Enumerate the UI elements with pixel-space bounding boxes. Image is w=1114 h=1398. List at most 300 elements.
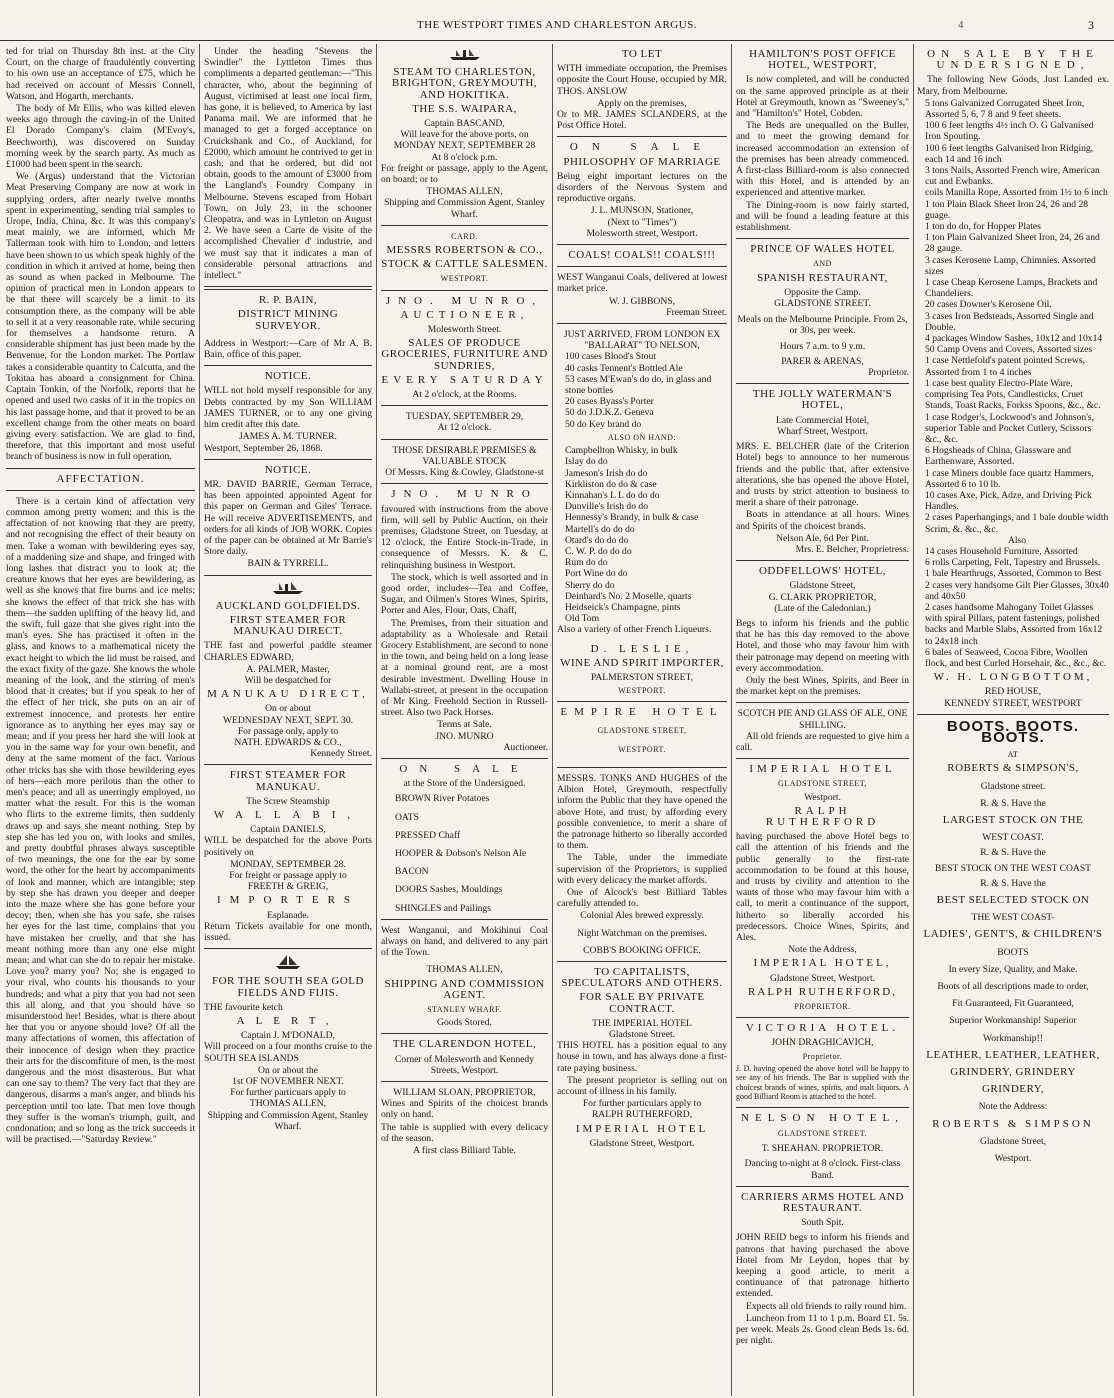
- ad-text: Only the best Wines, Spirits, and Beer in the market kept on the premises.: [736, 674, 909, 698]
- ad-line: GRINDERY, GRINDERY: [950, 1066, 1076, 1079]
- list-item: OATS: [395, 811, 419, 823]
- ad-text: WITH immediate occupation, the Premises opposite the Court House, occupied by MR. THOS. ANSLOW: [557, 63, 727, 97]
- ad-line: On or about the: [258, 1064, 318, 1076]
- ad-text: The Premises, from their situation and adaptability as a Wholesale and Retail Grocery Establishment, are second to none in the town, and being held on a long lease at a nominal ground rent, are a most desirable investment. Dwelling House in Wallabi-street, at present in the occupation of Mr King. Freehold Section in Russell-street. Also two Pack Horses.: [381, 617, 548, 719]
- notice-heading: NOTICE.: [264, 463, 312, 476]
- ad-text: having purchased the above Hotel begs to call the attention of his friends and the public generally to the first-rate accommodation to be found at this house, and trusts by civility and attention to the wants of those who may favour him with a call, to merit a continuance of the support, hitherto so liberally accorded his predecessors. Choice Wines, Spirits, and Ales.: [736, 831, 909, 944]
- ad-line: On or about: [265, 703, 311, 715]
- ad-agent: WILLIAM SLOAN, PROPRIETOR,: [393, 1087, 536, 1099]
- divider: [204, 459, 372, 460]
- column-5: [736, 46, 909, 1390]
- list-item: 1 ton do do, for Hopper Plates: [925, 221, 1041, 233]
- ad-date: WEDNESDAY NEXT, SEPT. 30.: [222, 714, 354, 726]
- ad-line: Fit Guaranteed, Fit Guaranteed,: [952, 998, 1074, 1010]
- ad-text: THE fast and powerful paddle steamer CHARLES EDWARD,: [204, 640, 372, 663]
- ad-date: MONDAY NEXT, SEPTEMBER 28: [393, 140, 536, 152]
- ad-heading: EMPIRE HOTEL: [560, 706, 724, 719]
- ad-heading: TO CAPITALISTS, SPECULATORS AND OTHERS.: [561, 966, 723, 990]
- ad-line: Goods Stored.: [437, 1017, 492, 1029]
- news-paragraph: The body of Mr Ellis, who was killed eleven weeks ago through the caving-in of the United El Dorado Company's claim (M'Evoy's, Beechworth), was discovered on Sunday morning week by the search party. As much as £1000 had been spent in the search.: [6, 103, 195, 171]
- ad-address: Shipping and Commission Agent, Stanley Wharf.: [384, 197, 545, 220]
- ad-address: Gladstone Street,: [789, 580, 856, 592]
- ad-line: Meals on the Melbourne Principle. From 2s, or 30s, per week.: [737, 314, 908, 337]
- ad-label: AT: [1007, 750, 1019, 760]
- divider: [6, 468, 195, 469]
- divider: [736, 383, 909, 384]
- ad-line: Hours 7 a.m. to 9 y.m.: [779, 340, 866, 352]
- column-1: [6, 46, 195, 1390]
- list-item: Kinnahan's L L do do do: [565, 489, 660, 501]
- divider: [736, 238, 909, 239]
- ad-heading: THE JOLLY WATERMAN'S HOTEL,: [752, 388, 893, 412]
- ad-address: Gladstone Street.: [608, 1029, 676, 1041]
- notice-signature: BAIN & TYRRELL.: [247, 558, 329, 570]
- ad-agent: FREETH & GREIG,: [247, 881, 329, 893]
- ad-line: Will be despatched for: [244, 674, 332, 686]
- ad-line: R. & S. Have the: [980, 797, 1046, 809]
- ad-date: MONDAY, SEPTEMBER 28.: [230, 858, 346, 870]
- ad-line: Boots of all descriptions made to order,: [937, 981, 1089, 993]
- ad-headline: BOOTS. BOOTS. BOOTS.: [946, 717, 1080, 746]
- list-item: coils Manilla Rope, Assorted from 1½ to 6 inch: [925, 187, 1108, 199]
- ad-heading: SALES OF PRODUCE GROCERIES, FURNITURE AND SUNDRIES,: [381, 337, 548, 372]
- divider: [736, 1186, 909, 1187]
- ad-line: In every Size, Quality, and Make.: [948, 963, 1078, 975]
- divider: [736, 1107, 909, 1108]
- ad-heading: R. P. BAIN,: [258, 294, 318, 307]
- newspaper-title: THE WESTPORT TIMES AND CHARLESTON ARGUS.: [416, 19, 698, 31]
- ad-address: GLADSTONE STREET.: [774, 298, 871, 310]
- ad-agent: NATH. EDWARDS & CO.,: [234, 736, 342, 748]
- auctioneer-name: JNO. MUNRO,: [385, 294, 544, 307]
- column-4: [557, 46, 727, 1390]
- ad-subheading: PHILOSOPHY OF MARRIAGE: [563, 155, 721, 168]
- ad-subheading: STOCK & CATTLE SALESMEN.: [381, 258, 548, 271]
- list-item: 50 do J.D.K.Z. Geneva: [565, 407, 654, 419]
- ad-text: J. D. having opened the above hotel will be happy to see any of his friends. The Bar is supplied with the choicest brands of wines, spirits, and malt liquors. A good Billiard Room is attached to the hotel.: [736, 1063, 909, 1102]
- margin-mark: 4: [958, 19, 964, 31]
- ad-text: Also a variety of other French Liqueurs.: [557, 624, 712, 636]
- ad-line: GRINDERY,: [981, 1083, 1045, 1096]
- ad-address: KENNEDY STREET, WESTPORT: [944, 697, 1082, 709]
- ad-label: ALSO ON HAND:: [607, 432, 677, 442]
- ad-line: At 8 o'clock p.m.: [431, 151, 498, 163]
- ad-line: Workmanship!!: [983, 1032, 1043, 1044]
- ad-address: Freeman Street.: [666, 306, 727, 318]
- ad-text: The stock, which is well assorted and in good order, includes—Tea and Coffee, Sugar, and Oilmen's Stores Wines, Spirits, Porter and Ales, Flour, Oats, Chaff,: [381, 571, 548, 617]
- ad-line: IMPERIAL HOTEL: [575, 1122, 709, 1135]
- ship-name: ALERT,: [236, 1015, 340, 1028]
- ad-text: favoured with instructions from the above firm, will sell by Public Auction, on their premises, Gladstone Street, on Tuesday, at 12 o'clock, the Entire Stock-in-Trade, in consequence of Messrs. K. & C. relinquishing business in Westport.: [381, 503, 548, 571]
- ad-text: Is now completed, and will be conducted on the same approved principle as at their Hotel at Greymouth, known as "Sweeney's," and "Hamilton's" Hotel, Cobden.: [736, 74, 909, 120]
- ad-text: The following New Goods, Just Landed ex. Mary, from Melbourne.: [917, 74, 1109, 97]
- ad-text: The Table, under the immediate supervision of the Proprietors, is supplied with every delicacy the market affords.: [557, 852, 727, 886]
- divider: [381, 405, 548, 406]
- ad-label: GLADSTONE STREET,: [597, 725, 687, 735]
- ad-agent: THOMAS ALLEN,: [426, 964, 503, 976]
- column-divider: [376, 44, 377, 1396]
- ad-text: Will proceed on a four months cruise to the SOUTH SEA ISLANDS: [204, 1041, 372, 1064]
- ad-agent: RALPH RUTHERFORD,: [748, 985, 897, 998]
- divider: [736, 702, 909, 703]
- ad-line: Note the Address,: [788, 944, 857, 956]
- ad-line: BOOTS: [997, 946, 1029, 958]
- ad-subheading: SPANISH RESTAURANT,: [757, 271, 888, 284]
- ad-address: Molesworth Street.: [427, 324, 502, 336]
- ad-address: PALMERSTON STREET,: [590, 671, 694, 683]
- ad-line: LEATHER, LEATHER, LEATHER,: [926, 1048, 1100, 1061]
- ad-heading: TO LET: [621, 48, 663, 60]
- list-item: 14 cases Household Furniture, Assorted: [925, 545, 1078, 557]
- ad-agent: J. L. MUNSON, Stationer,: [590, 205, 694, 217]
- divider: [557, 323, 727, 324]
- ad-line: Night Watchman on the premises.: [577, 927, 707, 939]
- ad-heading: MESSRS ROBERTSON & CO.,: [386, 244, 543, 257]
- steamship-icon: [381, 48, 548, 64]
- ad-agent: JOHN DRAGHICAVICH,: [771, 1037, 874, 1049]
- ad-line: RED HOUSE,: [985, 686, 1041, 698]
- ad-text: West Wanganui, and Mokihinui Coal always on hand, and delivered to any part of the Town.: [381, 924, 548, 959]
- ad-text: WILL be despatched for the above Ports positively on: [204, 835, 372, 858]
- ad-agent: T. SHEAHAN. PROPRIETOR.: [761, 1143, 884, 1155]
- ad-agent: PARER & ARENAS,: [781, 355, 864, 367]
- column-2: [204, 46, 372, 1390]
- ad-line: Will leave for the above ports, on: [400, 129, 529, 141]
- ad-line: Mrs. E. Belcher, Proprietress.: [795, 543, 909, 555]
- list-item: 100 cases Blood's Stout: [565, 351, 657, 363]
- list-item: 6 rolls Carpeting, Felt, Tapestry and Brussels.: [925, 557, 1101, 569]
- ad-address: Gladstone Street, Westport.: [769, 972, 876, 984]
- ad-heading: SCOTCH PIE AND GLASS OF ALE, ONE SHILLING.: [737, 708, 908, 731]
- list-item: Heidseick's Champagne, pints: [565, 601, 681, 613]
- list-item: Also: [1007, 534, 1027, 546]
- ad-label: GLADSTONE STREET,: [777, 779, 868, 789]
- list-item: Sherry do do: [565, 579, 615, 591]
- news-paragraph: ted for trial on Thursday 8th inst. at the City Court, on the charge of fraudulently converting to his own use an acceptance of £75, which he had received on account of Messrs Connell, Watson, and Hogarth, merchants.: [6, 46, 195, 102]
- divider: [204, 948, 372, 949]
- list-item: BACON: [395, 866, 429, 878]
- ad-label: GLADSTONE STREET.: [777, 1129, 868, 1139]
- divider: [557, 961, 727, 962]
- ad-text: THIS HOTEL has a position equal to any house in town, and has always done a first-rate paying business.: [557, 1040, 727, 1074]
- list-item: 50 do Key brand do: [565, 418, 642, 430]
- ad-line: Late Commercial Hotel,: [776, 414, 869, 426]
- ad-line: Apply on the premises,: [597, 97, 687, 109]
- list-item: 1 bale Hearthrugs, Assorted, Common to Best: [925, 568, 1102, 580]
- divider: [736, 1017, 909, 1018]
- column-divider: [913, 44, 914, 1396]
- list-item: 1 case Rodger's, Lockwood's and Johnson's, superior Table and Pocket Cutlery, Scissors &c., &c.: [925, 411, 1095, 445]
- ad-line: EVERY SATURDAY: [381, 373, 548, 386]
- ad-line: LARGEST STOCK ON THE: [942, 814, 1084, 826]
- list-item: C. W. P. do do do: [565, 545, 632, 557]
- ad-address: South Spit.: [801, 1217, 844, 1229]
- list-item: Martell's do do do: [565, 523, 635, 535]
- list-item: 6 Hogsheads of China, Glassware and Earthenware, Assorted.: [925, 445, 1072, 468]
- list-item: 3 tons Nails, Assorted French wire, American cut and Ewbanks.: [925, 165, 1100, 188]
- ad-line: WEST COAST.: [982, 832, 1044, 844]
- divider: [381, 225, 548, 226]
- ad-heading: ON SALE: [569, 141, 715, 154]
- ad-text: Boats in attendance at all hours. Wines and Spirits of the choicest brands.: [736, 509, 909, 532]
- divider: [557, 266, 727, 267]
- ad-line: (Next to "Times"): [607, 216, 677, 228]
- column-6: [917, 46, 1109, 1390]
- ad-heading: ODDFELLOWS' HOTEL,: [758, 565, 887, 578]
- steamship-icon: [204, 581, 372, 598]
- ad-heading: FOR THE SOUTH SEA GOLD FIELDS AND FIJIS.: [212, 975, 364, 999]
- divider: [381, 1081, 548, 1082]
- list-item: Islay do do: [565, 456, 608, 468]
- ad-address: Gladstone Street,: [979, 1135, 1047, 1147]
- column-divider: [552, 44, 553, 1396]
- list-item: 1 ton Plain Black Sheet Iron 24, 26 and 28 guage.: [925, 198, 1089, 221]
- ad-label: PROPRIETOR.: [794, 1002, 851, 1012]
- list-item: 1 case Miners double face quartz Hammers, Assorted 6 to 10 lb.: [925, 467, 1094, 490]
- column-3: [381, 46, 548, 1390]
- ad-heading: PRINCE OF WALES HOTEL: [750, 243, 895, 256]
- list-item: 100 6 feet lengths Galvanised Iron Ridging, each 14 and 16 inch: [925, 142, 1094, 165]
- list-item: PRESSED Chaff: [395, 829, 461, 841]
- ad-line: THE WEST COAST-: [971, 912, 1055, 924]
- list-item: 2 cases very handsome Gilt Pier Glasses, 30x40 and 40x50: [925, 579, 1109, 602]
- ad-heading: COBB'S BOOKING OFFICE.: [583, 944, 701, 956]
- goods-list: [917, 98, 1109, 669]
- ad-line: (Late of the Caledonian.): [774, 602, 871, 614]
- ad-heading: THE IMPERIAL HOTEL: [592, 1017, 692, 1029]
- ad-text: The Dining-room is now fairly started, and will be found a leading feature at this establishment.: [736, 199, 909, 234]
- notice-heading: NOTICE.: [264, 370, 312, 383]
- ad-label: Proprietor.: [802, 1051, 843, 1061]
- list-item: 20 cases Byass's Porter: [565, 396, 654, 408]
- ship-name: THE S.S. WAIPARA,: [412, 102, 517, 115]
- ad-line: Of Messrs. King & Cowley, Gladstone-st: [385, 467, 544, 479]
- ad-label: WESTPORT.: [618, 686, 666, 696]
- ad-agent: RALPH RUTHERFORD,: [591, 1109, 693, 1121]
- ad-agent: THOMAS ALLEN,: [249, 1098, 327, 1110]
- ad-heading: THE CLARENDON HOTEL,: [392, 1038, 537, 1051]
- list-item: 1 ton Plain Galvanized Sheet Iron, 24, 26 and 28 gauge.: [925, 232, 1100, 255]
- ad-label: STANLEY WHARF.: [427, 1005, 502, 1015]
- list-item: 10 cases Axe, Pick, Adze, and Driving Pick Handles.: [925, 489, 1092, 513]
- ad-heading: COALS! COALS!! COALS!!!: [568, 249, 716, 262]
- divider: [204, 365, 372, 366]
- notice-signature: JAMES A. M. TURNER.: [239, 431, 337, 443]
- divider: [204, 575, 372, 576]
- divider: [381, 290, 548, 291]
- divider: [917, 714, 1109, 715]
- ad-line: R. & S. Have the: [980, 877, 1046, 889]
- ad-agent: ROBERTS & SIMPSON: [932, 1117, 1094, 1130]
- ad-text: The present proprietor is selling out on account of illness in his family.: [557, 1074, 727, 1098]
- divider: [381, 758, 548, 759]
- ad-text: Return Tickets available for one month, issued.: [204, 920, 372, 944]
- ad-line: Note the Address:: [978, 1101, 1048, 1113]
- ad-line: BEST SELECTED STOCK ON: [936, 894, 1090, 907]
- list-item: Dunville's Irish do do: [565, 501, 649, 513]
- ad-line: Dancing to-night at 8 o'clock. First-class Band.: [744, 1158, 901, 1181]
- column-divider: [731, 44, 732, 1396]
- ad-line: Auctioneer.: [503, 741, 548, 753]
- ad-date: TUESDAY, SEPTEMBER 29,: [405, 411, 524, 423]
- list-item: 3 cases Kerosene Lamp, Chimnies. Assorted sizes: [925, 254, 1096, 277]
- ad-heading: HAMILTON'S POST OFFICE HOTEL, WESTPORT,: [749, 48, 896, 72]
- ad-label: CARD.: [451, 231, 478, 241]
- ad-line: Colonial Ales brewed expressly.: [580, 910, 704, 922]
- auctioneer-name: JNO. MUNRO: [391, 488, 538, 501]
- ad-line: For freight or passage apply to: [229, 870, 347, 881]
- ad-heading: JUST ARRIVED, FROM LONDON EX "BALLARAT" TO NELSON,: [563, 329, 721, 352]
- spirits-list: [557, 445, 727, 624]
- list-item: 1 case best quality Electro-Plate Ware, comprising Tea Pots, Candlesticks, Cruet Stands, Toast Racks, Forkss Spoons, &c., &c.: [925, 377, 1101, 412]
- ad-subheading: FIRST STEAMER FOR MANUKAU DIRECT.: [229, 613, 347, 638]
- ad-text: Being eight important lectures on the disorders of the Nervous System and reproductive organs.: [557, 170, 727, 205]
- ad-line: For further particuars apply to: [230, 1087, 346, 1099]
- ad-address: Shipping and Commission Agent, Stanley Wharf.: [207, 1109, 369, 1132]
- list-item: Jameson's Irish do do: [565, 467, 648, 479]
- ad-text: JOHN REID begs to inform his friends and patrons that having purchased the above Hotel from Mr Leydon, hopes that by keeping a good article, to merit a continuance of that patronage hitherto extended.: [736, 1232, 909, 1300]
- ad-text: One of Alcock's best Billiard Tables carefully attended to.: [557, 887, 727, 910]
- divider: [557, 244, 727, 245]
- ad-text: All old friends are requested to give him a call.: [736, 730, 909, 753]
- ad-text: The table is supplied with every delicacy of the season.: [381, 1121, 548, 1144]
- article-body: There is a certain kind of affectation very common among pretty women; and this is the affectation of not knowing that they are pretty, and not recognising the effect of their beauty on men. Take a woman with bewildering eyes say, of a maddening size and shape, and fringed with long lashes that distract you to look at; the creature knows that her eyes are bewildering, as well as she knows that fire burns and ice melts; she knows the effect of that trick she has with them—the sudden uplifting of the heavy lid, and the swift, full gaze that she gives right into the man's eyes. She has practised it often in the glass, and knows to a mathematical nicety the exact height to which the lid must be raised, and the exact fixity of the gaze. She knows the whole meaning of the look, and the stirring of men's blood that it creates; but if you speak to her of the effect of her trick, she puts on an air of extremest innocence, and protests her entire ignorance as to anything her eyes may say or mean; and if you press her hard she will look at you in the same way for your own benefit, and deny at the same moment of the fact. Various other tricks has she with those bewildering eyes of hers—each more perilous than the other to men's peace; and all as unerringly employed, no matter what the result. For this is the woman who flirts to the extreme limits, then suddenly draws up and says she meant nothing. Step by step she has led you on, with looks and smiles, and pretty doubtful phrases always susceptible of two meanings, the one for the ear by some word, the other for the heart by accompaniments of look and manner, which are intangible; step by step she has drawn you deeper and deeper into the maze where she has gone before your decoy; then, when she has you safe, she raises her eyes for the last time, complains that you have mistaken her cruelly, and that she has meant nothing more than any one else might mean; and what can she do to repair her mistake. Love you? marry you? No; she is engaged to your rival, who counts his thousands to your hundreds; and what a pity that you had not seen this all along, and that you should have so misunderstood her! Besides, what is there about her that you or anyone should love? Of all the many affectations of women, this affectation of their innocence of design when they practice their arts for the discomfiture of men, is the most dangerous and the most disasterous. But what can one say to them? The very fact that they are dangerous, disarms a man's anger, and blinds his perception until too late. That men love though they suffer is the woman's triumph, guilt, and condonation; and so long as the trick succeeds it will be practised.—"Saturday Review.": [6, 495, 195, 1146]
- ad-label: WESTPORT.: [618, 744, 666, 754]
- divider: [736, 560, 909, 561]
- divider: [381, 483, 548, 484]
- ad-heading: VICTORIA HOTEL.: [745, 1022, 900, 1035]
- list-item: 6 bales of Seaweed, Cocoa Fibre, Woollen flock, and best Curled Horsehair, &c., &c., &c.: [925, 646, 1107, 669]
- ad-line: Terms at Sale.: [437, 719, 492, 731]
- ad-line: At 2 o'clock, at the Rooms.: [412, 389, 517, 401]
- import-list: [557, 351, 727, 429]
- list-item: 50 Camp Ovens and Covers, Assorted sizes: [925, 344, 1093, 356]
- divider: [381, 919, 548, 920]
- ad-address: Wharf Street, Westport.: [777, 425, 868, 437]
- list-item: 3 cases Iron Bedsteads, Assorted Single and Double.: [925, 310, 1094, 333]
- divider: [557, 701, 727, 702]
- ad-line: IMPORTERS: [216, 894, 360, 907]
- ship-name: WALLABI,: [213, 808, 363, 821]
- ad-subheading: AUCTIONEER,: [400, 308, 529, 321]
- list-item: SHINGLES and Pailings: [395, 902, 491, 914]
- list-item: Kirkliston do do & case: [565, 478, 657, 490]
- ad-agent: D. LESLIE,: [590, 642, 694, 655]
- ad-text: Wines and Spirits of the choicest brands only on hand.: [381, 1098, 548, 1121]
- list-item: Deinhard's No. 2 Moselle, quarts: [565, 590, 692, 602]
- ad-label: WESTPORT.: [440, 274, 489, 284]
- list-item: Otard's do do do: [565, 534, 629, 546]
- ad-subheading: DISTRICT MINING SURVEYOR.: [237, 308, 339, 332]
- ad-address: Westport.: [994, 1153, 1032, 1165]
- list-item: 4 packages Window Sashes, 10x12 and 10x14: [925, 333, 1103, 345]
- ad-text: Expects all old friends to rally round him.: [746, 1300, 907, 1312]
- list-item: 100 6 feet lengths 4½ inch O. G Galvanised Iron Spouting.: [925, 120, 1094, 143]
- ad-text: The Beds are unequalled on the Buller, and to meet the growing demand for increased accommodation an extension of the premises has been already commenced. A first-class Billiard-room is also connected with this Hotel, and is attended by an experienced and attentive marker.: [736, 120, 909, 199]
- ad-line: Proprietor.: [868, 367, 909, 379]
- ad-line: at the Store of the Undersigned.: [403, 778, 526, 790]
- ad-agent: W. H. LONGBOTTOM,: [933, 671, 1093, 684]
- ad-line: Captain J. M'DONALD,: [241, 1030, 335, 1042]
- ad-line: For passage only, apply to: [237, 725, 339, 737]
- sale-list: [387, 793, 548, 913]
- list-item: 1 case Cheap Kerosene Lamps, Brackets and Chandeliers.: [925, 277, 1098, 300]
- ad-subheading: SHIPPING AND COMMISSION AGENT.: [384, 977, 545, 1001]
- ad-heading: CARRIERS ARMS HOTEL AND RESTAURANT.: [741, 1190, 904, 1215]
- ad-address: Westport.: [804, 791, 841, 803]
- notice-text: WILL not hold myself responsible for any Debts contracted by my Son WILLIAM JAMES TURNER, or to any one giving him credit after this date.: [204, 385, 372, 431]
- ad-agent: RALPH RUTHERFORD: [765, 804, 880, 828]
- ad-line: For further particulars apply to: [582, 1098, 702, 1110]
- list-item: 40 casks Tennent's Bottled Ale: [565, 362, 683, 374]
- auctioneer-name: JNO. MUNRO: [435, 730, 494, 742]
- ad-heading: FIRST STEAMER FOR MANUKAU.: [229, 769, 347, 793]
- ad-address: Gladstone street.: [980, 780, 1046, 792]
- ad-line: A first class Billiard Table.: [413, 1145, 516, 1157]
- divider: [381, 1033, 548, 1034]
- ad-line: BEST STOCK ON THE WEST COAST: [934, 862, 1092, 874]
- ad-line: At 12 o'clock.: [437, 422, 492, 434]
- ad-text: Begs to inform his friends and the public that he has this day removed to the above Hotel, and those who may favour him with their patronage may depend on meeting with every accommodation.: [736, 617, 909, 674]
- list-item: 2 cases Paperhangings, and 1 bale double width Scrim, &. &c., &c.: [925, 512, 1109, 535]
- ad-heading: STEAM TO CHARLESTON, BRIGHTON, GREYMOUTH, AND HOKITIKA.: [391, 66, 538, 101]
- ad-line: LADIES', GENT'S, & CHILDREN'S: [923, 928, 1103, 941]
- ad-text: For freight or passage, apply to the Agent, on board; or to: [381, 162, 548, 186]
- ad-line: R. & S. Have the: [980, 847, 1046, 859]
- divider: [557, 767, 727, 768]
- notice-text: MR. DAVID BARRIE, German Terrace, has been appointed appointed Agent for this paper on German and Giles' Terrace. He will receive ADVERTISEMENTS, and orders for all kinds of JOB WORK. Copies of the paper can be obtained at Mr Barrie's Store daily.: [204, 478, 372, 558]
- ad-address: Gladstone Street, Westport.: [589, 1137, 695, 1149]
- sailing-ship-icon: [204, 954, 372, 973]
- ad-address: Molesworth street, Westport.: [586, 227, 698, 239]
- ad-heading: THOSE DESIRABLE PREMISES & VALUABLE STOCK: [392, 444, 537, 467]
- divider: [557, 136, 727, 137]
- ad-address: Kennedy Street.: [310, 748, 372, 760]
- ad-text: MRS. E. BELCHER (late of the Criterion Hotel) begs to announce to her numerous friends and the public that, after extensive alterations, she has opened the above Hotel, and trusts by strict attention to business to merit a share of their patronage.: [736, 441, 909, 509]
- ad-line: Opposite the Camp.: [784, 286, 861, 298]
- ad-subheading: WINE AND SPIRIT IMPORTER,: [560, 656, 724, 669]
- ad-line: Captain DANIELS,: [250, 824, 326, 836]
- list-item: 1 case Nettlefold's patent pointed Screws, Assorted from 1 to 4 inches: [925, 355, 1085, 378]
- list-item: Rum do do: [565, 557, 608, 569]
- list-item: HOOPER & Dobson's Nelson Ale: [395, 847, 527, 859]
- ad-heading: IMPERIAL HOTEL,: [753, 957, 892, 970]
- ad-address: Corner of Molesworth and Kennedy Streets, Westport.: [394, 1053, 535, 1076]
- ad-text: WEST Wanganui Coals, delivered at lowest market price.: [557, 272, 727, 295]
- list-item: Old Tom: [565, 613, 600, 625]
- ad-text: Address in Westport:—Care of Mr A. B. Bain, office of this paper.: [204, 337, 372, 361]
- list-item: BROWN River Potatoes: [395, 793, 490, 805]
- list-item: 53 cases M'Ewan's do do, in glass and stone bottles: [565, 373, 712, 397]
- masthead: [0, 0, 1114, 41]
- page-number: 3: [1088, 18, 1094, 32]
- ad-heading: NELSON HOTEL,: [741, 1111, 904, 1124]
- ad-heading: ON SALE BY THE UNDERSIGNED,: [927, 48, 1099, 72]
- ad-line: The Screw Steamship: [246, 795, 330, 807]
- column-divider: [199, 44, 200, 1396]
- ad-heading: IMPERIAL HOTEL: [749, 763, 896, 776]
- ad-line: Superior Workmanship! Superior: [949, 1015, 1077, 1027]
- ad-text: THE favourite ketch: [204, 1001, 283, 1013]
- ad-address: Esplanade.: [267, 909, 309, 921]
- ad-text: Luncheon from 11 to 1 p.m. Board £1. 5s. per week. Meals 2s. Good clean Beds 1s. 6d. per night.: [736, 1312, 909, 1347]
- ad-label: AND: [813, 259, 832, 269]
- list-item: Port Wine do do: [565, 568, 628, 580]
- list-item: 20 cases Downer's Kerosene Oil.: [925, 299, 1052, 311]
- news-paragraph: We (Argus) understand that the Victorian Meat Preserving Company are now at work in supplying orders, after nearly twelve months spent in experimenting, sending trial samples to Urope, India, China, &c. It was this company's meat mainly, we are informed, which Mr Tallerman took with him to London, and letters have been shown to us which speak highly of the condition in which it arrived at home, being then as sound as when packed in Melbourne. The opinion of practical men in London appears to be that there will scarcely be a limit to its consumption there, as the company will be able to sell it at a very reasonable rate, while securing for themselves a handsome return. A considerable shipment has just been made by the Benvenue, for the London market. The Portlaw takes a considerable quantity to Calcutta, and the Tokitaa has aboard a consignment for China. Captain Tonkin, of the Norfolk, reports that he opened and used two casks of it in the tropics on his last passage home, and that it proved to be an excellent change from the other meats on board giving every satisfaction. We are glad to find, therefore, that this important and most useful branch of business is now in full operation.: [6, 171, 195, 463]
- ad-heading: ON SALE: [399, 762, 530, 775]
- divider: [6, 490, 195, 491]
